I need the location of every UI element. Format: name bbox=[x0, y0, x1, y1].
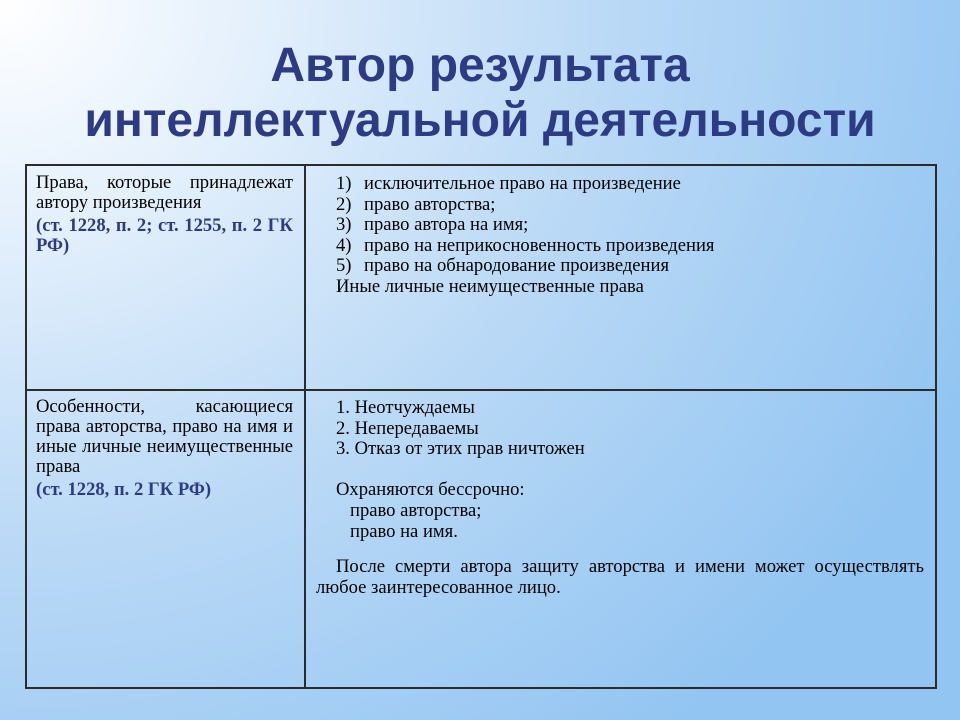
list-item-text: право автора на имя; bbox=[364, 214, 529, 236]
rights-legal-ref: (ст. 1228, п. 2; ст. 1255, п. 2 ГК РФ) bbox=[36, 215, 293, 256]
features-legal-ref: (ст. 1228, п. 2 ГК РФ) bbox=[36, 479, 212, 500]
protection-block bbox=[336, 480, 924, 542]
features-label-text: Особенности, касающиеся права авторства, право на имя и иные личные неимущественные права bbox=[36, 396, 293, 477]
table-cell-features-label bbox=[27, 391, 306, 687]
list-marker: 4) bbox=[336, 234, 352, 256]
rights-label-text: Права, которые принадлежат автору произведения bbox=[36, 172, 293, 213]
rights-list-item bbox=[336, 236, 924, 257]
list-item-text: право на обнародование произведения bbox=[364, 255, 669, 277]
list-marker: 3) bbox=[336, 214, 352, 236]
after-death-note: После смерти автора защиту авторства и имени может осуществлять любое заинтересованное лицо. bbox=[316, 555, 924, 598]
list-item-text: право на неприкосновенность произведения bbox=[364, 234, 715, 256]
list-item-text: исключительное право на произведение bbox=[364, 173, 681, 194]
rights-list-item bbox=[336, 174, 924, 195]
table-cell-features-list bbox=[306, 391, 935, 687]
slide-title bbox=[0, 38, 960, 148]
rights-list-item bbox=[336, 256, 924, 277]
rights-list-item bbox=[336, 195, 924, 216]
rights-table bbox=[25, 164, 937, 689]
features-list-item: 3. Отказ от этих прав ничтожен bbox=[336, 438, 585, 460]
list-marker: 5) bbox=[336, 255, 352, 277]
title-line-1: Автор результата bbox=[270, 39, 690, 92]
list-marker: 1) bbox=[336, 173, 352, 194]
table-cell-rights-list bbox=[306, 166, 935, 391]
other-rights-note: Иные личные неимущественные права bbox=[336, 275, 644, 297]
protection-title: Охраняются бессрочно: bbox=[336, 479, 525, 501]
features-list-item: 2. Непередаваемы bbox=[336, 417, 479, 439]
list-item-text: право авторства; bbox=[364, 193, 496, 215]
rights-list-item bbox=[336, 215, 924, 236]
table-cell-rights-label bbox=[27, 166, 306, 391]
protection-item: право на имя. bbox=[350, 520, 458, 542]
features-list-item: 1. Неотчуждаемы bbox=[336, 397, 475, 418]
protection-item: право авторства; bbox=[350, 499, 482, 521]
title-line-2: интеллектуальной деятельности bbox=[84, 94, 876, 147]
rights-list bbox=[336, 174, 924, 277]
list-marker: 2) bbox=[336, 193, 352, 215]
